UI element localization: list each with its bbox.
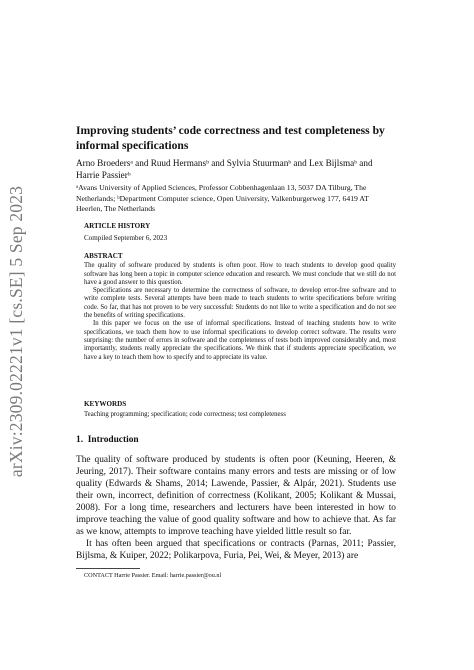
abstract-heading: ABSTRACT	[84, 252, 123, 260]
paper-title: Improving students’ code correctness and test completeness by informal specifications	[76, 124, 385, 152]
section-title: Introduction	[87, 435, 139, 445]
keywords-heading: KEYWORDS	[84, 400, 127, 408]
arxiv-stamp	[6, 185, 28, 477]
article-history-heading: ARTICLE HISTORY	[84, 222, 151, 230]
section-heading	[76, 435, 396, 445]
keywords	[84, 400, 396, 419]
article-history	[84, 222, 396, 243]
affiliations: ᵃAvans University of Applied Sciences, Professor Cobbenhagenlaan 13, 5037 DA Tilburg, The Netherlands; ᵇDepartment Computer science, Open University, Valkenburgerweg 177, 6419 AT Heerlen, The Netherlands	[76, 183, 369, 214]
introduction-body	[76, 454, 396, 562]
keywords-list: Teaching programming; specification; code correctness; test completeness	[84, 410, 286, 418]
author-list: Arno Broedersᵃ and Ruud Hermansᵇ and Sylvia Stuurmanᵇ and Lex Bijlsmaᵇ and Harrie Passierᵇ	[76, 158, 373, 180]
abstract	[84, 252, 396, 362]
body-paragraph-1: The quality of software produced by students is often poor (Keuning, Heeren, & Jeuring, 2017). Their software contains many errors and tests are missing or of low quality (Edwards & Shams, 2014; Lawende, Passier, & Alpár, 2021). Students use their own, incorrect, definition of correctness (Kolikant, 2005; Kolikant & Mussai, 2008). For a long time, researchers and lecturers have been interested in how to improve teaching the value of good quality software and how to achieve that. As far as we know, attempts to improve teaching have yielded little result so far.	[76, 455, 396, 537]
arxiv-identifier[interactable]: arXiv:2309.02221v1 [cs.SE] 5 Sep 2023	[6, 185, 27, 477]
abstract-paragraph-3: In this paper we focus on the use of informal specifications. Instead of teaching students how to write specifications, we teach them how to use informal specifications to develop correct software. The results were surprising: the number of errors in software and the completeness of tests both improved considerably and, most importantly, students really appreciate the specifications. We think that if students appreciate specification, we have a key to teach them how to specify and to appreciate its value.	[84, 320, 396, 361]
abstract-paragraph-2: Specifications are necessary to determine the correctness of software, to develop error-free software and to write complete tests. Several attempts have been made to teach students to write specifications before writing code. So far, that has not proven to be very successful: Students do not like to write a specification and do not see the benefits of writing specifications.	[84, 287, 396, 320]
section-number: 1.	[76, 435, 84, 445]
contact-footnote: CONTACT Harrie Passier. Email: harrie.passier@ou.nl	[84, 572, 222, 579]
abstract-paragraph-1: The quality of software produced by students is often poor. How to teach students to develop good quality software has long been a topic in computer science education and research. We must conclude that we still do not have a good answer to this question.	[84, 262, 396, 286]
footnote-divider	[76, 568, 140, 569]
body-paragraph-2: It has often been argued that specifications or contracts (Parnas, 2011; Passier, Bijlsma, & Kuiper, 2022; Polikarpova, Furia, Pei, Wei, & Meyer, 2013) are	[76, 539, 396, 561]
compiled-date: Compiled September 6, 2023	[84, 233, 168, 242]
